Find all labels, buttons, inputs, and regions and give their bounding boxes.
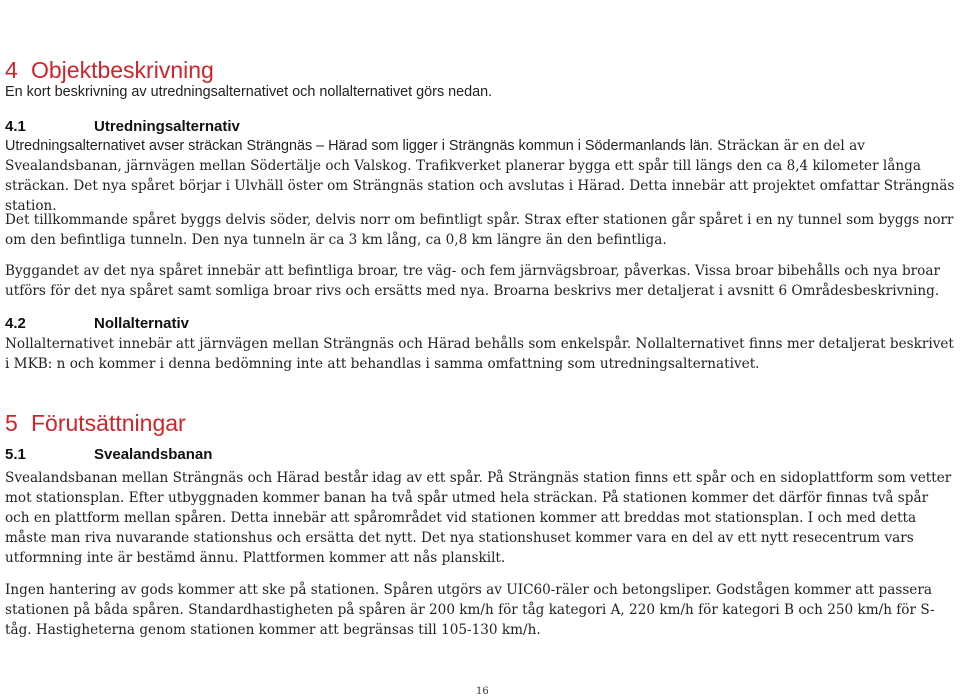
subsection-number: 5.1: [5, 446, 26, 463]
section-title: Förutsättningar: [31, 410, 186, 436]
paragraph: Svealandsbanan mellan Strängnäs och Härad består idag av ett spår. På Strängnäs station finns ett spår och en sidoplattform som vetter mot stationsplan. Efter utbyggnaden kommer banan ha två spår utmed hela sträckan. På stationen kommer det därför finnas två spår och en plattform mellan spåren. Detta innebär att spårområdet vid stationen kommer att breddas mot stationsplan. I och med detta måste man riva nuvarande stationshus och ersätta det nytt. Det nya stationshuset kommer vara en del av ett nytt resecentrum vars utformning inte är bestämd ännu. Plattformen kommer att nås planskilt.: [5, 470, 952, 566]
section-intro: En kort beskrivning av utredningsalternativet och nollalternativet görs nedan.: [5, 84, 493, 100]
paragraph-sans-part: Utredningsalternativet avser sträckan Strängnäs – Härad som ligger i Strängnäs kommun i Södermanlands län.: [5, 138, 713, 154]
section-number: 4: [5, 57, 18, 83]
paragraph: Nollalternativet innebär att järnvägen mellan Strängnäs och Härad behålls som enkelspår. Nollalternativet finns mer detaljerat beskrivet i MKB: n och kommer i denna bedömning inte att behandlas i samma omfattning som utredningsalternativet.: [5, 336, 954, 372]
subsection-title: Svealandsbanan: [94, 446, 213, 463]
section-title: Objektbeskrivning: [31, 57, 214, 83]
subsection-title: Utredningsalternativ: [94, 118, 240, 135]
paragraph: [5, 136, 955, 216]
section-number: 5: [5, 410, 18, 436]
subsection-title: Nollalternativ: [94, 315, 190, 332]
section-heading: [5, 410, 186, 437]
subsection-number: 4.1: [5, 118, 26, 135]
page-number: 16: [476, 686, 489, 697]
paragraph: Byggandet av det nya spåret innebär att befintliga broar, tre väg- och fem järnvägsbroar, påverkas. Vissa broar bibehålls och nya broar utförs för det nya spåret samt somliga broar rivs och ersätts med nya. Broarna beskrivs mer detaljerat i avsnitt 6 Områdesbeskrivning.: [5, 263, 940, 299]
subsection-heading: [5, 118, 240, 135]
paragraph: Det tillkommande spåret byggs delvis söder, delvis norr om befintligt spår. Strax efter stationen går spåret i en ny tunnel som byggs norr om den befintliga tunneln. Den nya tunneln är ca 3 km lång, ca 0,8 km längre än den befintliga.: [5, 212, 954, 248]
section-heading: [5, 57, 214, 84]
subsection-heading: [5, 315, 189, 332]
subsection-heading: [5, 446, 212, 463]
paragraph: Ingen hantering av gods kommer att ske på stationen. Spåren utgörs av UIC60-räler och betongsliper. Godstågen kommer att passera stationen på båda spåren. Standardhastigheten på spåren är 200 km/h för tåg kategori A, 220 km/h för kategori B och 250 km/h för S-tåg. Hastigheterna genom stationen kommer att begränsas till 105-130 km/h.: [5, 582, 935, 638]
paragraph-serif-part: Sträckan är en del av Svealandsbanan, järnvägen mellan Södertälje och Valskog. Trafikverket planerar bygga ett spår till längs den ca 8,4 kilometer långa sträckan. Det nya spåret börjar i Ulvhäll öster om Strängnäs station och avslutas i Härad. Detta innebär att projektet omfattar Strängnäs station.: [5, 138, 955, 214]
subsection-number: 4.2: [5, 315, 26, 332]
